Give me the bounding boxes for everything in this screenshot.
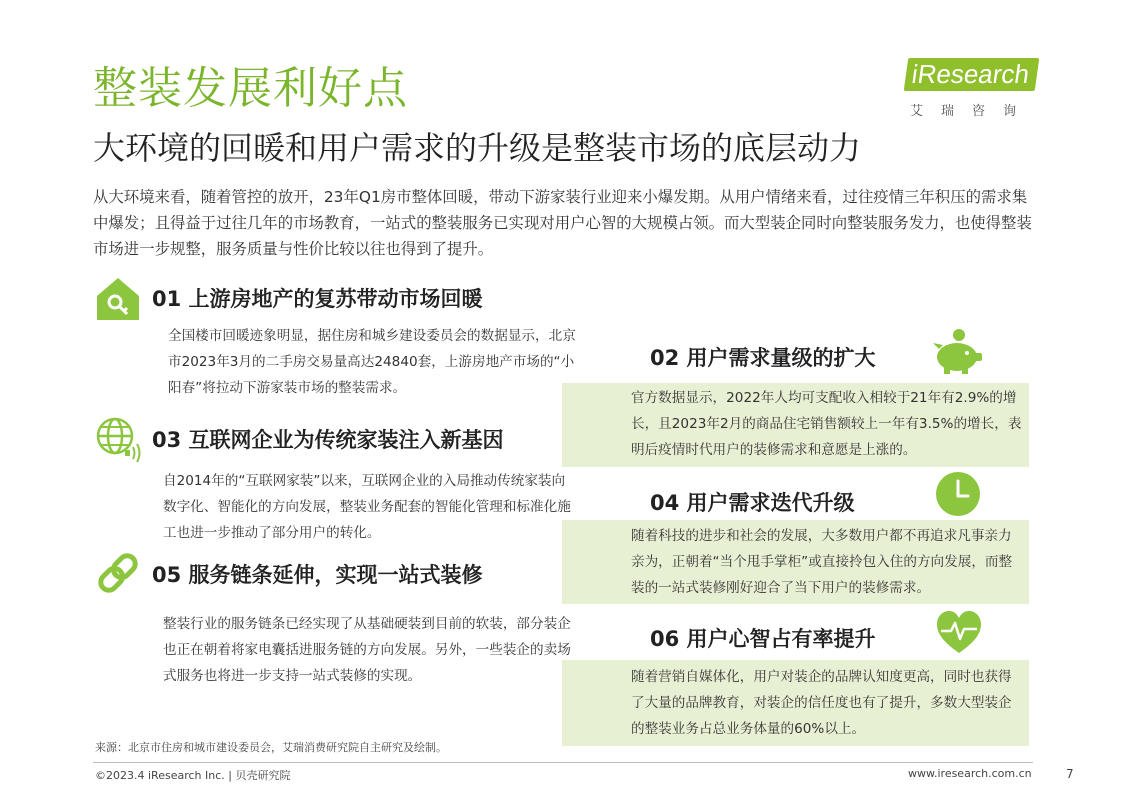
page-title: 整装发展利好点	[93, 63, 408, 114]
section-01-heading: 01 上游房地产的复苏带动市场回暖	[152, 287, 483, 311]
section-01-body: 全国楼市回暖迹象明显，据住房和城乡建设委员会的数据显示，北京市2023年3月的二手房交易量高达24840套，上游房地产市场的“小阳春”将拉动下游家装市场的整装需求。	[168, 328, 576, 396]
chain-link-icon	[95, 550, 141, 596]
logo-brand: iResearch	[904, 58, 1040, 91]
section-04-body: 随着科技的进步和社会的发展，大多数用户都不再追求凡事亲力亲为，正朝着“当个甩手掌柜”或直接拎包入住的方向发展，而整装的一站式装修刚好迎合了当下用户的装修需求。	[631, 528, 1013, 596]
page-subtitle: 大环境的回暖和用户需求的升级是整装市场的底层动力	[93, 129, 862, 167]
copyright: ©2023.4 iResearch Inc. | 贝壳研究院	[95, 769, 291, 782]
section-02-body: 官方数据显示，2022年人均可支配收入相较于21年有2.9%的增长，且2023年2月的商品住宅销售额较上一年有3.5%的增长，表明后疫情时代用户的装修需求和意愿是上涨的。	[631, 390, 1022, 458]
intro-paragraph: 从大环境来看，随着管控的放开，23年Q1房市整体回暖，带动下游家装行业迎来小爆发期。从用户情绪来看，过往疫情三年积压的需求集中爆发；且得益于过往几年的市场教育，一站式的整装服务已实现对用户心智的大规模占领。而大型装企同时向整装服务发力，也使得整装市场进一步规整，服务质量与性价比较以往也得到了提升。	[93, 188, 1032, 258]
iresearch-logo	[906, 58, 1041, 120]
section-06-body: 随着营销自媒体化，用户对装企的品牌认知度更高，同时也获得了大量的品牌教育，对装企的信任度也有了提升，多数大型装企的整装业务占总业务体量的60%以上。	[631, 669, 1012, 737]
section-04-heading: 04 用户需求迭代升级	[650, 491, 855, 515]
source-note: 来源：北京市住房和城市建设委员会，艾瑞消费研究院自主研究及绘制。	[95, 741, 447, 754]
house-key-icon	[95, 276, 141, 322]
logo-chinese: 艾瑞咨询	[910, 104, 1035, 119]
globe-signal-icon	[95, 416, 143, 462]
footer-divider	[93, 762, 1033, 763]
piggy-bank-icon	[931, 327, 983, 375]
page-number: 7	[1066, 767, 1074, 781]
heart-pulse-icon	[935, 609, 983, 655]
website-link[interactable]: www.iresearch.com.cn	[908, 767, 1032, 780]
section-03-body: 自2014年的“互联网家装”以来，互联网企业的入局推动传统家装向数字化、智能化的方向发展，整装业务配套的智能化管理和标准化施工也进一步推动了部分用户的转化。	[163, 473, 571, 541]
section-03-heading: 03 互联网企业为传统家装注入新基因	[152, 428, 504, 452]
section-02-heading: 02 用户需求量级的扩大	[650, 346, 876, 370]
clock-icon	[935, 471, 981, 517]
section-06-heading: 06 用户心智占有率提升	[650, 627, 876, 651]
section-05-body: 整装行业的服务链条已经实现了从基础硬装到目前的软装，部分装企也正在朝着将家电囊括进服务链的方向发展。另外，一些装企的卖场式服务也将进一步支持一站式装修的实现。	[163, 616, 571, 684]
section-05-heading: 05 服务链条延伸，实现一站式装修	[152, 563, 483, 587]
